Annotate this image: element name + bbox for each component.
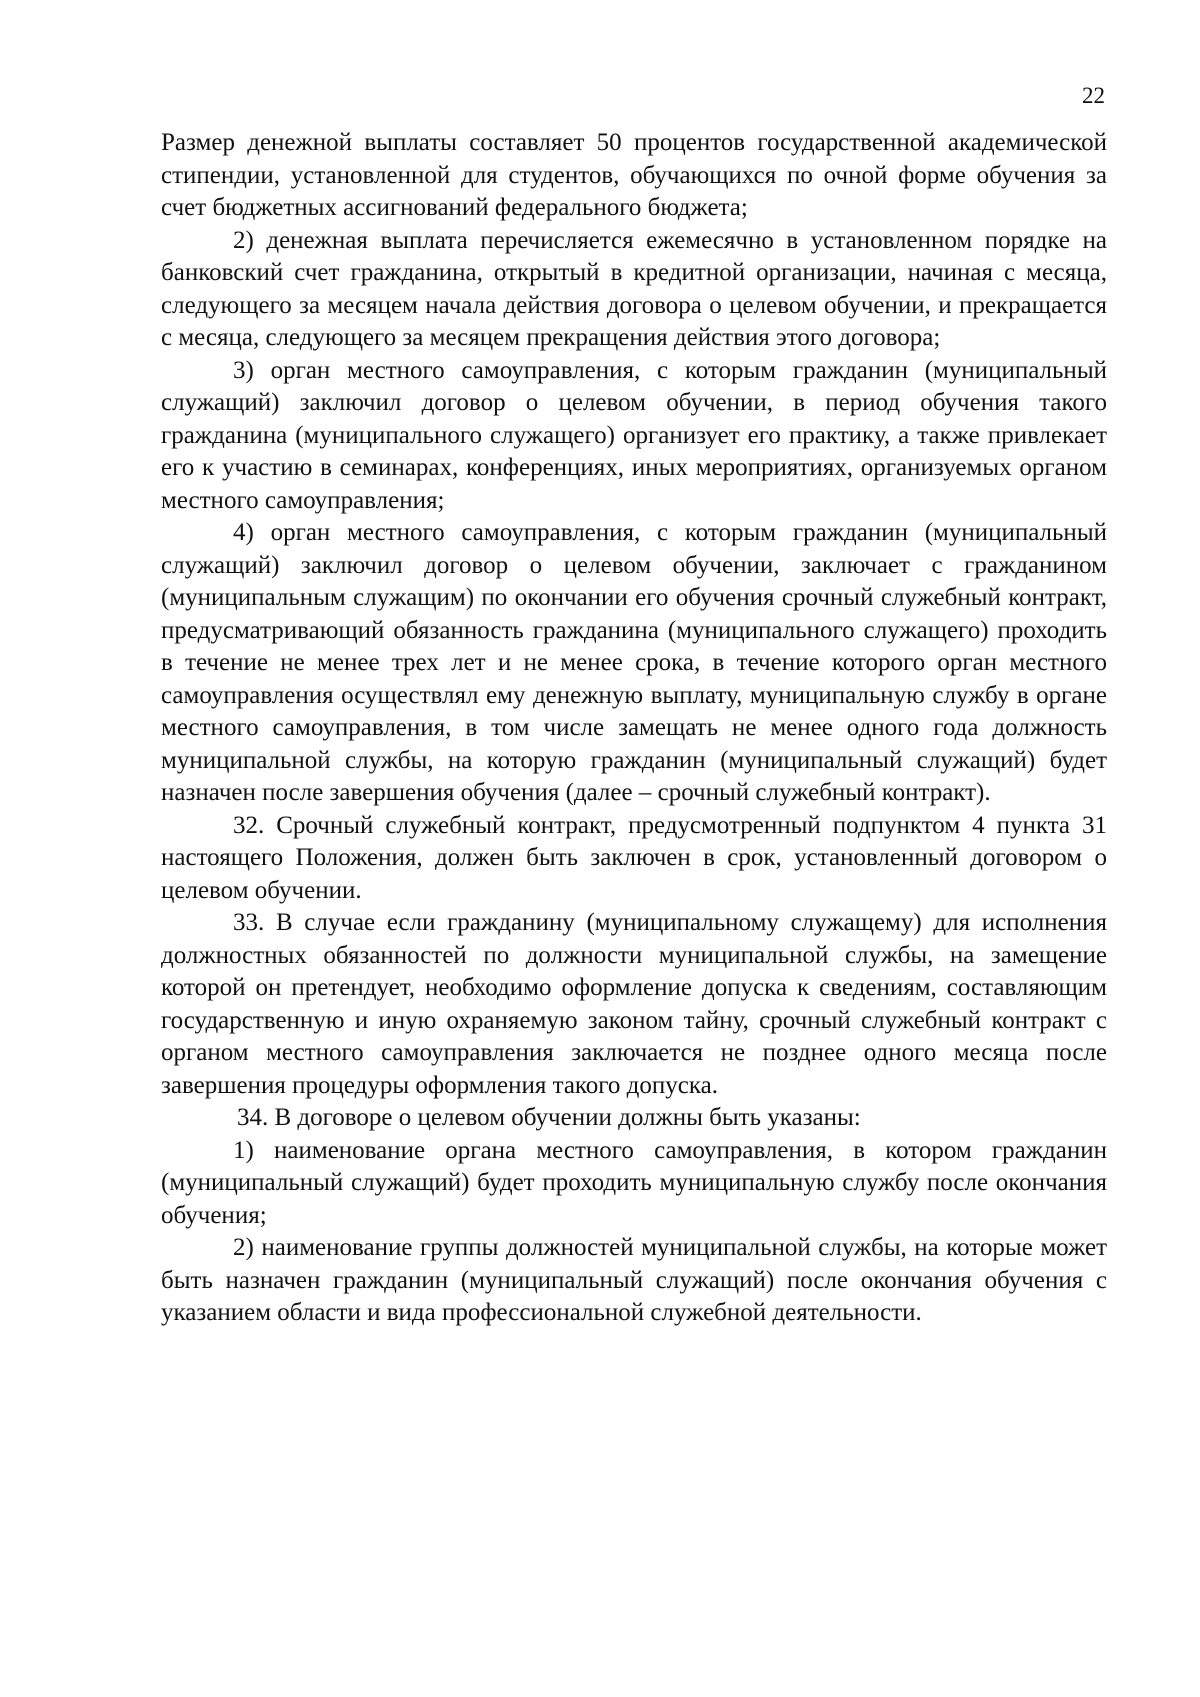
paragraph-clause-33: 33. В случае если гражданину (муниципальному служащему) для исполнения должностных обязанностей по должности муниципальной службы, на замещение которой он претендует, необходимо оформление допуска к сведениям, составляющим государственную и иную охраняемую законом тайну, срочный служебный контракт с органом местного самоуправления заключается не позднее одного месяца после завершения процедуры оформления такого допуска. bbox=[161, 909, 1107, 1099]
paragraph-item-3-practice: 3) орган местного самоуправления, с которым гражданин (муниципальный служащий) заключил договор о целевом обучении, в период обучения такого гражданина (муниципального служащего) организует его практику, а также привлекает его к участию в семинарах, конференциях, иных мероприятиях, организуемых органом местного самоуправления; bbox=[161, 356, 1107, 514]
paragraph-clause-34-item-1: 1) наименование органа местного самоуправления, в котором гражданин (муниципальный служащий) будет проходить муниципальную службу после окончания обучения; bbox=[161, 1136, 1107, 1229]
paragraph-clause-32: 32. Срочный служебный контракт, предусмотренный подпунктом 4 пункта 31 настоящего Положения, должен быть заключен в срок, установленный договором о целевом обучении. bbox=[161, 811, 1107, 904]
page-number: 22 bbox=[1082, 83, 1105, 108]
paragraph-stipend-amount: Размер денежной выплаты составляет 50 процентов государственной академической стипендии, установленной для студентов, обучающихся по очной форме обучения за счет бюджетных ассигнований федерального бюджета; bbox=[161, 129, 1107, 221]
paragraph-clause-34-item-2: 2) наименование группы должностей муниципальной службы, на которые может быть назначен гражданин (муниципальный служащий) после окончания обучения с указанием области и вида профессиональной служебной деятельности. bbox=[161, 1234, 1107, 1326]
paragraph-clause-34: 34. В договоре о целевом обучении должны быть указаны: bbox=[237, 1104, 861, 1131]
paragraph-item-4-contract: 4) орган местного самоуправления, с которым гражданин (муниципальный служащий) заключил договор о целевом обучении, заключает с гражданином (муниципальным служащим) по окончании его обучения срочный служебный контракт, предусматривающий обязанность гражданина (муниципального служащего) проходить в течение не менее трех лет и не менее срока, в течение которого орган местного самоуправления осуществлял ему денежную выплату, муниципальную службу в органе местного самоуправления, в том числе замещать не менее одного года должность муниципальной службы, на которую гражданин (муниципальный служащий) будет назначен после завершения обучения (далее – срочный служебный контракт). bbox=[161, 519, 1107, 806]
document-body bbox=[161, 127, 1107, 1330]
paragraph-item-2-payment: 2) денежная выплата перечисляется ежемесячно в установленном порядке на банковский счет гражданина, открытый в кредитной организации, начиная с месяца, следующего за месяцем начала действия договора о целевом обучении, и прекращается с месяца, следующего за месяцем прекращения действия этого договора; bbox=[161, 226, 1107, 351]
